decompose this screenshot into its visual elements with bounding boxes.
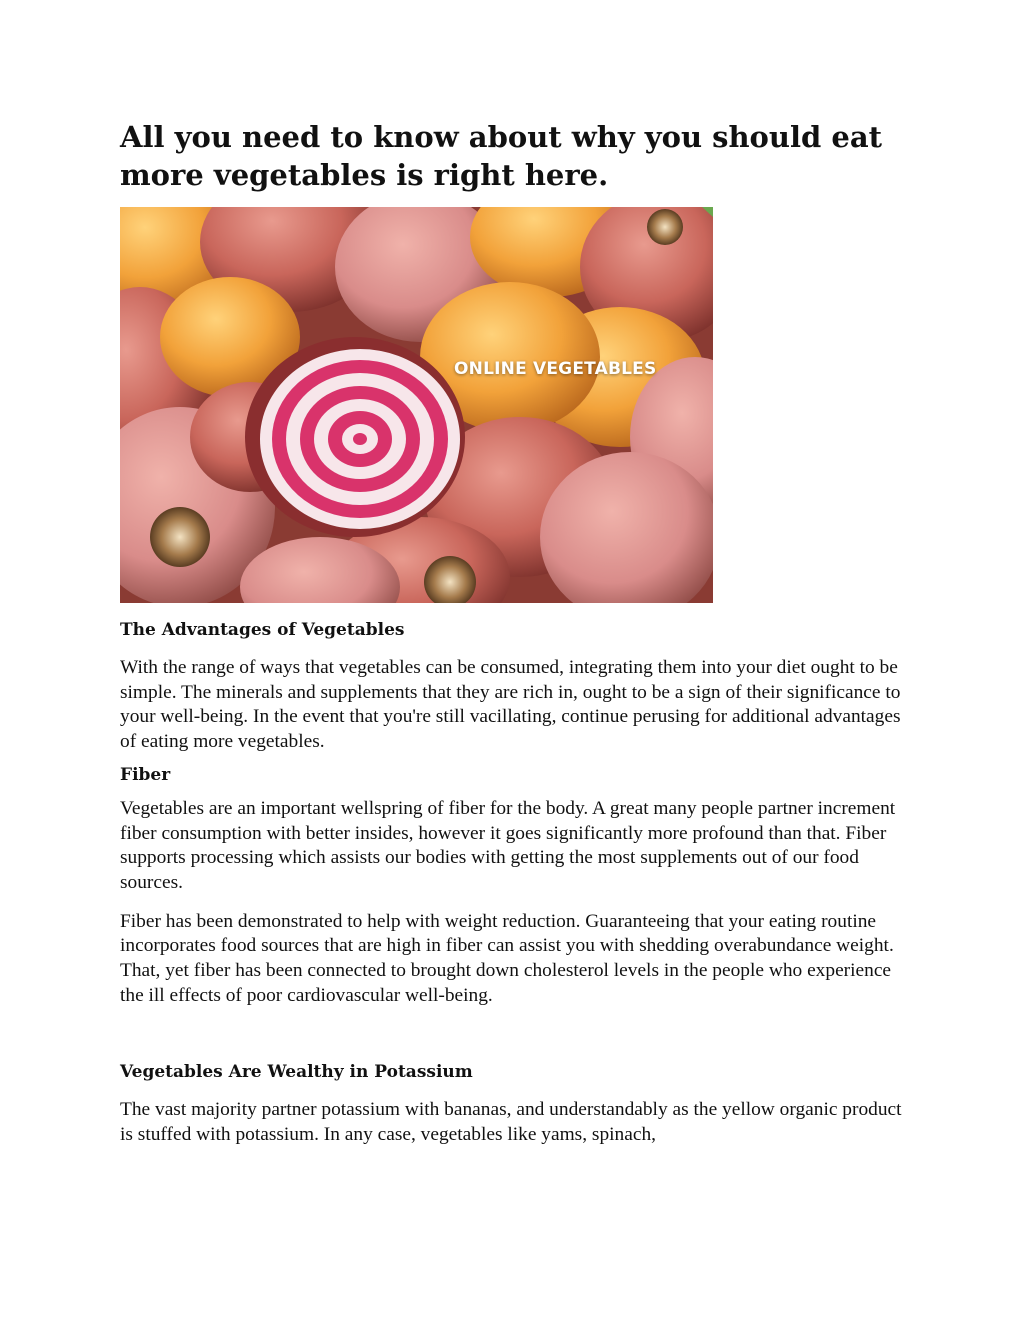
heading-fiber: Fiber — [120, 764, 171, 785]
paragraph-fiber-2: Fiber has been demonstrated to help with weight reduction. Guaranteeing that your eating routine incorporates food sources that are high in fiber can assist you with shedding overabundance weight. That, yet fiber has been connected to brought down cholesterol levels in the people who experience the ill effects of poor cardiovascular well-being. — [120, 910, 894, 1006]
paragraph-advantages: With the range of ways that vegetables can be consumed, integrating them into your diet ought to be simple. The minerals and supplements that they are rich in, ought to be a sign of their significance to your well-being. In the event that you're still vacillating, continue perusing for additional advantages of eating more vegetables. — [120, 657, 901, 753]
heading-advantages: The Advantages of Vegetables — [120, 620, 405, 640]
paragraph-potassium: The vast majority partner potassium with bananas, and understandably as the yellow organic product is stuffed with potassium. In any case, vegetables like yams, spinach, — [120, 1099, 902, 1146]
article-body — [120, 618, 910, 1148]
hero-image — [120, 207, 713, 603]
hero-overlay-label: ONLINE VEGETABLES — [454, 359, 657, 379]
heading-potassium: Vegetables Are Wealthy in Potassium — [120, 1062, 473, 1083]
paragraph-fiber-1: Vegetables are an important wellspring of fiber for the body. A great many people partner increment fiber consumption with better insides, however it goes significantly more profound than that. Fiber supports processing which assists our bodies with getting the most supplements out of our food sources. — [120, 797, 896, 893]
page-title: All you need to know about why you should eat more vegetables is right here. — [120, 120, 883, 192]
beets-illustration — [120, 207, 713, 603]
